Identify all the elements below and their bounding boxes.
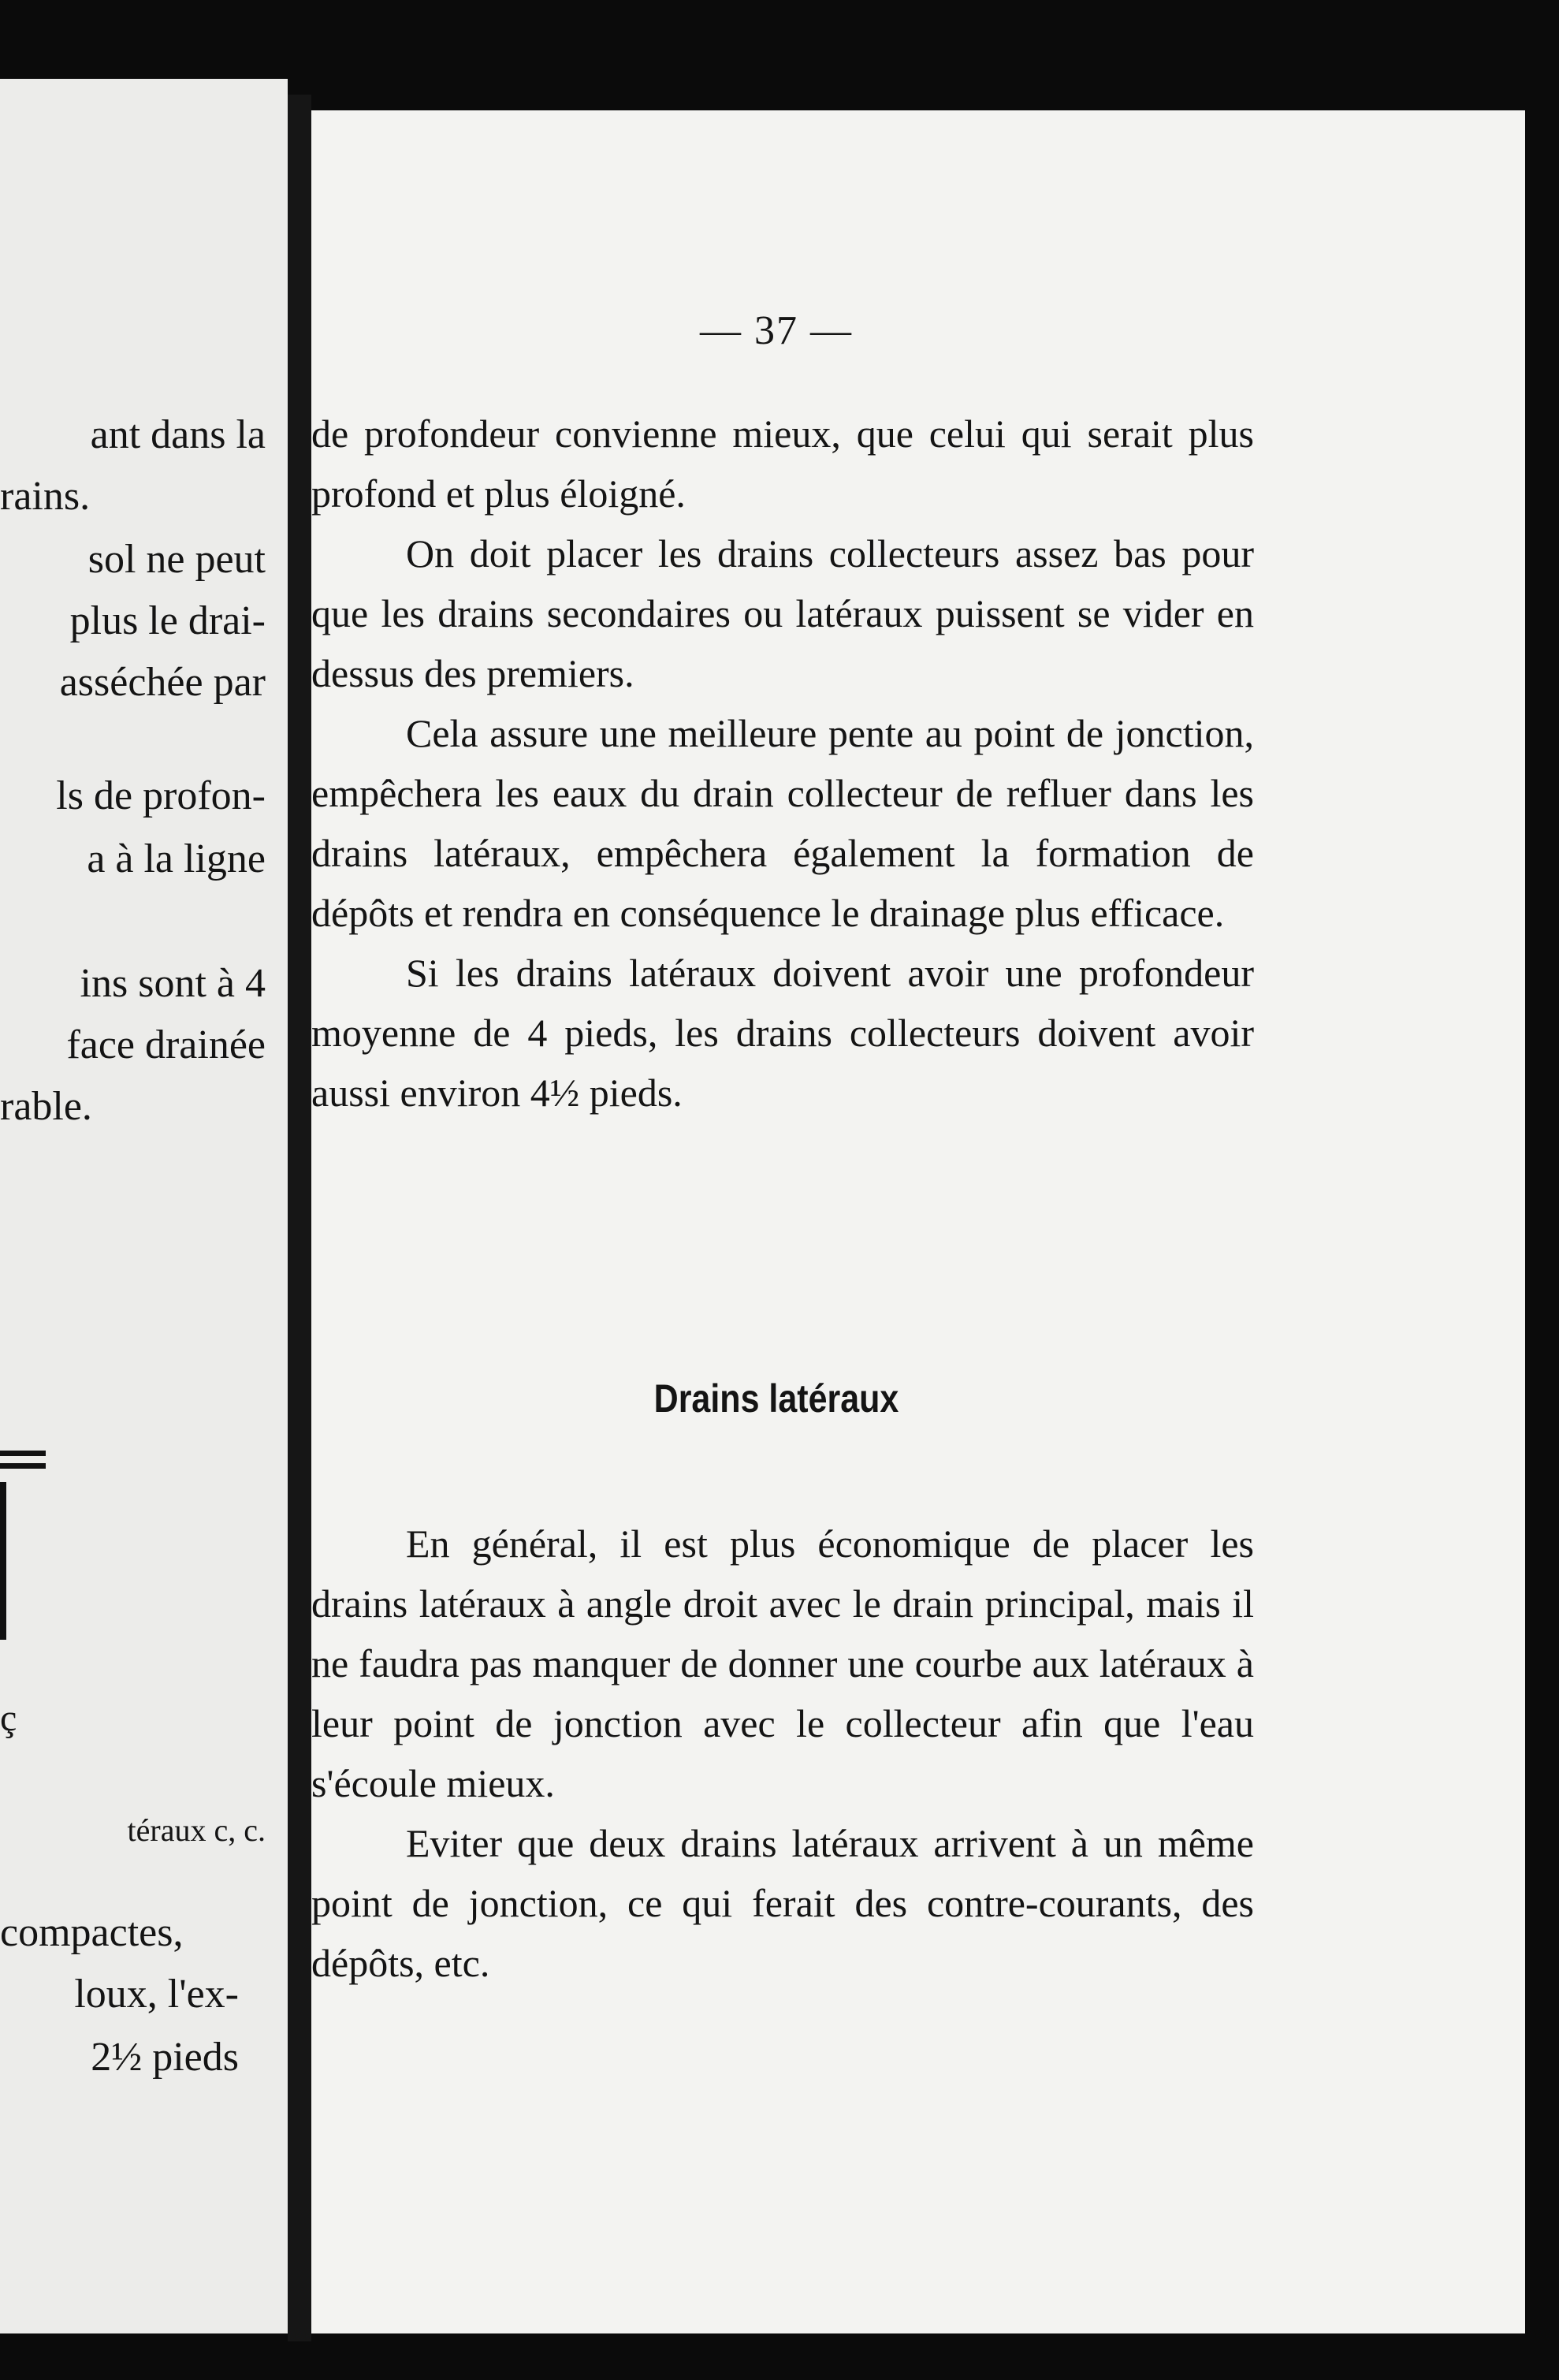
left-line: ant dans la xyxy=(90,412,266,457)
left-line: plus le drai- xyxy=(69,598,266,643)
left-line: compactes, xyxy=(0,1910,184,1955)
text-block-lower xyxy=(311,1514,1254,1993)
section-heading: Drains latéraux xyxy=(653,1376,899,1421)
left-line: rains. xyxy=(0,474,91,519)
paragraph: On doit placer les drains collecteurs assez bas pour que les drains secondaires ou latéraux puissent se vider en dessus des premiers. xyxy=(311,531,1254,695)
figure-line xyxy=(0,1482,6,1640)
left-line: ins sont à 4 xyxy=(80,961,266,1006)
left-line: rable. xyxy=(0,1084,92,1129)
right-border xyxy=(1525,110,1559,2333)
figure-line xyxy=(0,1463,46,1469)
paragraph: Cela assure une meilleure pente au point de jonction, empêchera les eaux du drain collecteur de refluer dans les drains latéraux, empêchera également la formation de dépôts et rendra en conséquence le drainage plus efficace. xyxy=(311,711,1254,935)
left-line: téraux c, c. xyxy=(127,1812,266,1848)
left-page-fragment xyxy=(0,79,288,2333)
paragraph: de profondeur convienne mieux, que celui qui serait plus profond et plus éloigné. xyxy=(311,412,1254,516)
left-line: face drainée xyxy=(66,1022,266,1067)
book-gutter xyxy=(288,95,311,2341)
left-line: sol ne peut xyxy=(87,537,266,582)
left-line: asséchée par xyxy=(59,660,266,705)
right-page xyxy=(311,110,1525,2333)
figure-label: ç xyxy=(0,1697,17,1739)
paragraph: En général, il est plus économique de placer les drains latéraux à angle droit avec le drain principal, mais il ne faudra pas manquer de donner une courbe aux latéraux à leur point de jonction avec le collecteur afin que l'eau s'écoule mieux. xyxy=(311,1521,1254,1805)
left-line: a à la ligne xyxy=(87,836,266,881)
left-line: ls de profon- xyxy=(56,773,266,818)
figure-line xyxy=(0,1451,46,1456)
left-line: 2½ pieds xyxy=(91,2035,239,2080)
text-block-upper xyxy=(311,404,1254,1123)
page-number: — 37 — xyxy=(700,308,853,353)
paragraph: Eviter que deux drains latéraux arrivent à un même point de jonction, ce qui ferait des contre-courants, des dépôts, etc. xyxy=(311,1821,1254,1985)
paragraph: Si les drains latéraux doivent avoir une profondeur moyenne de 4 pieds, les drains collecteurs doivent avoir aussi environ 4½ pieds. xyxy=(311,951,1254,1115)
left-line: loux, l'ex- xyxy=(74,1972,239,2017)
